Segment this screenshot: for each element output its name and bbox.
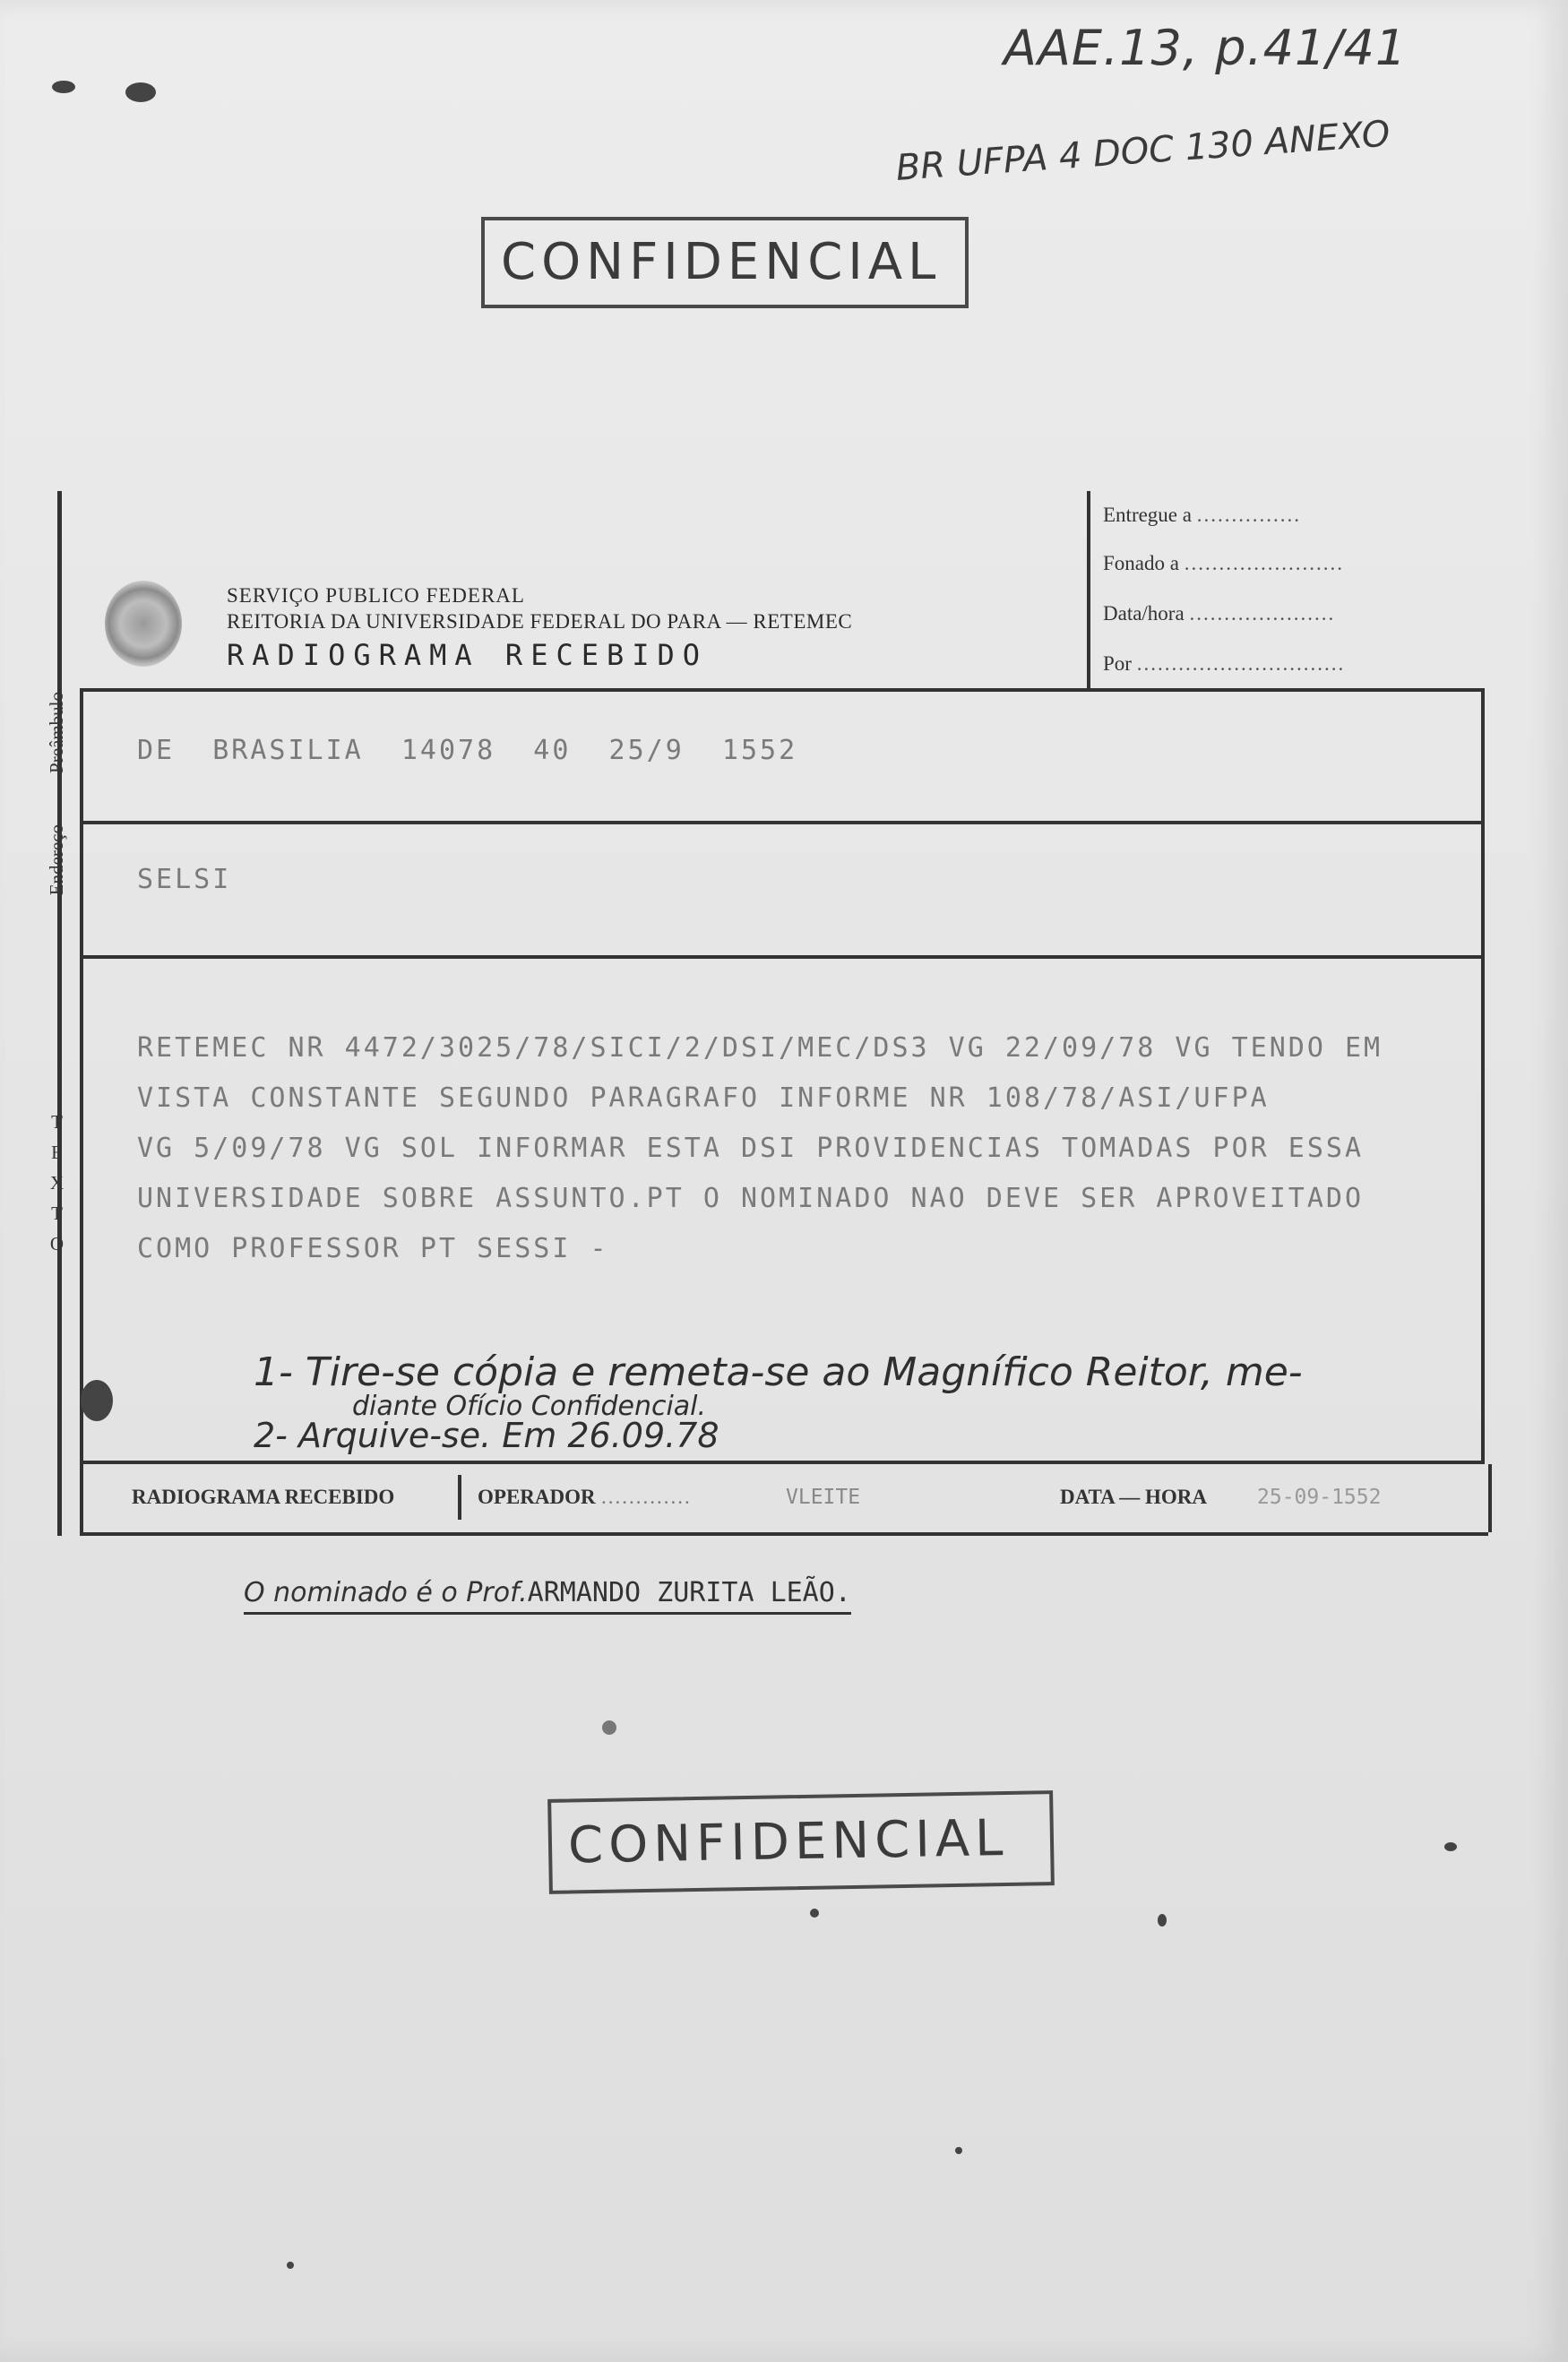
delivery-por-label: Por bbox=[1103, 652, 1132, 675]
handwritten-annotation-1b: diante Ofício Confidencial. bbox=[352, 1391, 707, 1422]
handwritten-annotation-2: 2- Arquive-se. Em 26.09.78 bbox=[254, 1416, 719, 1455]
preambulo-text: DE BRASILIA 14078 40 25/9 1552 bbox=[137, 735, 798, 766]
datahora-label: DATA — HORA bbox=[1060, 1486, 1207, 1508]
delivery-fonado-label: Fonado a bbox=[1103, 552, 1179, 574]
section-endereco bbox=[45, 821, 1485, 955]
delivery-info bbox=[1087, 491, 1488, 690]
texto-line-3: VG 5/09/78 VG SOL INFORMAR ESTA DSI PROVIDENCIAS TOMADAS POR ESSA bbox=[137, 1133, 1364, 1164]
org-line-1: SERVIÇO PUBLICO FEDERAL bbox=[227, 584, 525, 607]
coat-of-arms-icon bbox=[105, 581, 182, 667]
form-footer bbox=[80, 1464, 1492, 1532]
nominee-note-prefix: O nominado é o Prof. bbox=[244, 1577, 528, 1608]
section-preambulo bbox=[45, 688, 1485, 821]
ink-speck bbox=[1444, 1842, 1457, 1851]
endereco-label: Endereço bbox=[45, 824, 67, 896]
delivery-entregue-label: Entregue a bbox=[1103, 504, 1192, 526]
ink-speck bbox=[955, 2147, 962, 2154]
ink-speck bbox=[52, 81, 75, 93]
texto-line-5: COMO PROFESSOR PT SESSI - bbox=[137, 1233, 609, 1264]
footer-separator bbox=[458, 1475, 461, 1520]
texto-line-1: RETEMEC NR 4472/3025/78/SICI/2/DSI/MEC/DS3 VG 22/09/78 VG TENDO EM bbox=[137, 1032, 1383, 1064]
delivery-datahora-label: Data/hora bbox=[1103, 602, 1185, 625]
ink-speck bbox=[125, 82, 156, 102]
confidential-stamp-top: CONFIDENCIAL bbox=[481, 217, 969, 308]
archive-reference: AAE.13, p.41/41 bbox=[1004, 20, 1408, 76]
preambulo-label: Preâmbulo bbox=[45, 692, 67, 773]
delivery-fonado: Fonado a ....................... bbox=[1103, 552, 1344, 574]
ink-speck bbox=[810, 1909, 819, 1918]
texto-label: TEXTO bbox=[46, 1111, 68, 1263]
nominee-note bbox=[244, 1577, 851, 1615]
delivery-por: Por .............................. bbox=[1103, 652, 1346, 675]
ink-speck bbox=[81, 1380, 113, 1421]
footer-label: RADIOGRAMA RECEBIDO bbox=[132, 1486, 395, 1508]
confidential-stamp-bottom: CONFIDENCIAL bbox=[547, 1790, 1055, 1894]
form-header bbox=[62, 491, 1485, 688]
form-bottom-border bbox=[80, 1532, 1488, 1536]
delivery-datahora: Data/hora ..................... bbox=[1103, 602, 1336, 625]
operador-dots: ............. bbox=[601, 1486, 692, 1508]
texto-line-4: UNIVERSIDADE SOBRE ASSUNTO.PT O NOMINADO NAO DEVE SER APROVEITADO bbox=[137, 1183, 1364, 1214]
section-texto bbox=[46, 955, 1485, 1464]
radiogram-form bbox=[45, 491, 1485, 1536]
delivery-entregue: Entregue a ............... bbox=[1103, 504, 1301, 526]
ink-speck bbox=[1158, 1914, 1167, 1927]
document-title: RADIOGRAMA RECEBIDO bbox=[227, 638, 709, 672]
ink-speck bbox=[287, 2262, 294, 2269]
operador-label: OPERADOR bbox=[478, 1486, 596, 1508]
handwritten-annotation-1: 1- Tire-se cópia e remeta-se ao Magnífico Reitor, me- bbox=[254, 1349, 1303, 1395]
nominee-name: ARMANDO ZURITA LEÃO. bbox=[527, 1577, 851, 1608]
archive-reference-secondary: BR UFPA 4 DOC 130 ANEXO bbox=[894, 113, 1391, 189]
endereco-text: SELSI bbox=[137, 864, 232, 895]
operador-value: VLEITE bbox=[786, 1486, 861, 1509]
datahora-value: 25-09-1552 bbox=[1257, 1486, 1382, 1509]
ink-speck bbox=[602, 1720, 616, 1735]
org-line-2: REITORIA DA UNIVERSIDADE FEDERAL DO PARA — RETEMEC bbox=[227, 610, 853, 633]
texto-line-2: VISTA CONSTANTE SEGUNDO PARAGRAFO INFORME NR 108/78/ASI/UFPA bbox=[137, 1082, 1270, 1114]
